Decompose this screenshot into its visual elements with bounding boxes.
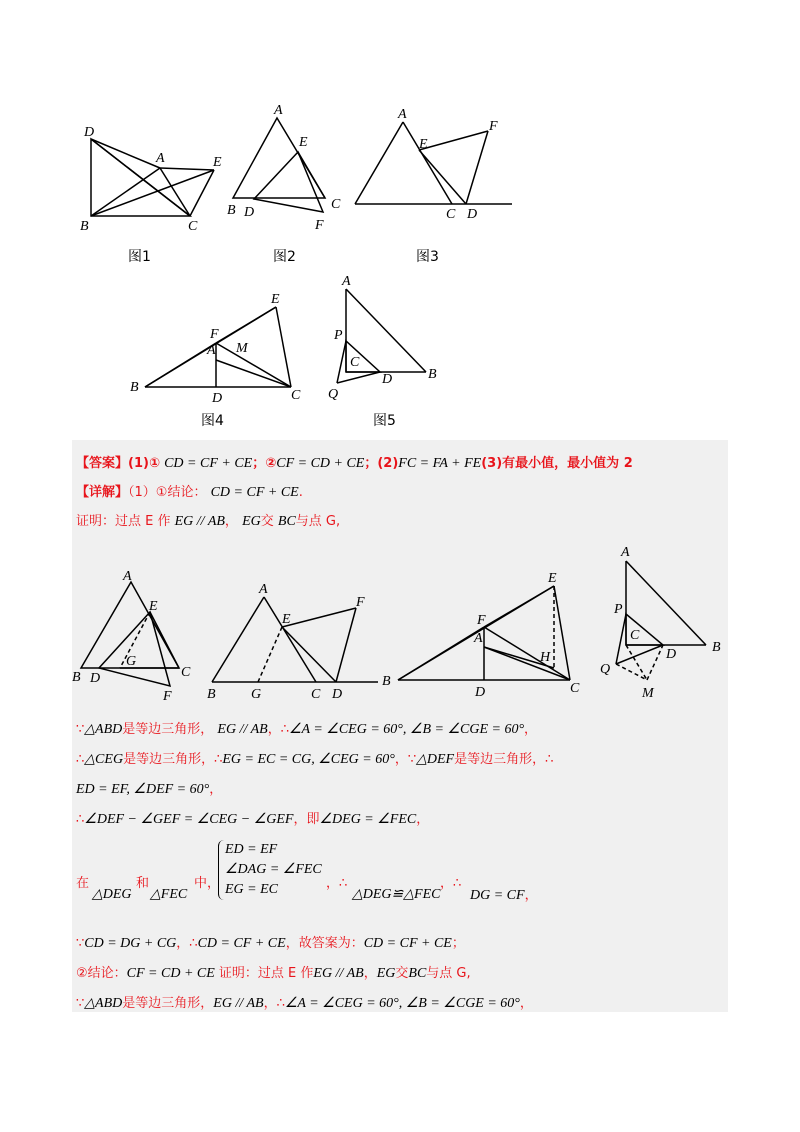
detail-line-6 [76, 808, 429, 828]
fig3-label-A: A [398, 107, 407, 122]
s1-label-B: B [72, 670, 81, 685]
d-l4-eq2: EG = EC = CG, ∠CEG = 60° [222, 752, 395, 767]
fig4-label-F: F [210, 327, 219, 342]
d-l9-d: 交 [395, 966, 409, 981]
fig2-label-F: F [315, 218, 324, 233]
s1-label-C: C [181, 665, 191, 680]
d-l8-c: ，故答案为： [285, 936, 364, 951]
d-l3-a: ∵ [76, 722, 85, 737]
fig2-label-D: D [244, 205, 255, 220]
s4-label-A: A [621, 545, 630, 560]
d-l6-eq1: ∠DEF − ∠GEF = ∠CEG − ∠GEF [84, 812, 294, 827]
fig3-label-D: D [467, 207, 478, 222]
answer-part1: (1)① [128, 456, 160, 471]
fig3-label-C: C [446, 207, 456, 222]
d-l10-b: 是等边三角形， [122, 996, 214, 1011]
sys-eq-3: EG = EC [225, 882, 278, 897]
fig1-label-E: E [213, 155, 222, 170]
d-l3-c: ，∴ [267, 722, 289, 737]
s1-label-E: E [149, 599, 158, 614]
s2-label-B: B [207, 687, 216, 702]
s2-label-E: E [282, 612, 291, 627]
d-l2-c: 交 [260, 514, 274, 529]
d-l7-b: 和 [136, 876, 150, 891]
equation-system [218, 840, 322, 900]
fig1-label-A: A [156, 151, 165, 166]
s2-label-G: G [251, 687, 262, 702]
answer-eq1: CD = CF + CE [164, 456, 253, 471]
fig5-label-Q: Q [328, 387, 339, 402]
detail-line-1: 【详解】（1）①结论： CD = CF + CE. [76, 485, 303, 500]
answer-part4: (3)有最小值，最小值为 2 [481, 456, 633, 471]
detail-line-7h [440, 872, 461, 891]
d-l9-eq1: CF = CD + CE [126, 966, 215, 981]
d-l8-eq3: CD = CF + CE [363, 936, 452, 951]
d-l7-e: ，∴ [440, 876, 462, 891]
d-l7-eq1: △DEG [92, 887, 132, 902]
answer-eq3: FC = FA + FE [398, 456, 482, 471]
detail-l1-eq: CD = CF + CE [210, 485, 299, 500]
d-l2-b: ， [224, 514, 238, 529]
answer-eq2: CF = CD + CE [276, 456, 365, 471]
d-l9-c: ， [363, 966, 377, 981]
fig2-label-B: B [227, 203, 236, 218]
caption-fig5: 图5 [373, 413, 396, 429]
d-l4-eq3: △DEF [416, 752, 455, 767]
d-l2-eq3: BC [277, 514, 296, 529]
fig2-label-C: C [331, 197, 341, 212]
s4-label-M: M [642, 686, 654, 701]
d-l10-eq1: △ABD [84, 996, 123, 1011]
fig5-label-P: P [334, 328, 343, 343]
fig4-label-E: E [271, 292, 280, 307]
d-l8-eq2: CD = CF + CE [197, 936, 286, 951]
d-l10-eq2: EG // AB [213, 996, 264, 1011]
s4-label-B: B [712, 640, 721, 655]
detail-line-7i [470, 884, 538, 904]
detail-line-10 [76, 992, 533, 1012]
d-l10-d: ， [519, 996, 533, 1011]
s1-label-D: D [90, 671, 101, 686]
s2-label-A: A [259, 582, 268, 597]
fig2-label-E: E [299, 135, 308, 150]
s3-label-C: C [570, 681, 580, 696]
caption-fig1: 图1 [128, 249, 151, 265]
d-l7-eq3: △DEG≌△FEC [352, 887, 441, 902]
fig3-label-E: E [419, 137, 428, 152]
s4-label-Q: Q [600, 662, 611, 677]
d-l2-eq2: EG [242, 514, 261, 529]
figure-1 [0, 0, 800, 440]
answer-part3: ；(2) [364, 456, 399, 471]
d-l6-a: ∴ [76, 812, 85, 827]
detail-line-7a [76, 872, 89, 891]
d-l4-b: 是等边三角形，∴ [123, 752, 223, 767]
d-l3-eq2: EG // AB [217, 722, 268, 737]
d-l5-eq: ED = EF, ∠DEF = 60° [76, 782, 210, 797]
detail-l1-text: （1）①结论： [128, 485, 207, 500]
d-l7-eq2: △FEC [150, 887, 188, 902]
fig4-label-M: M [236, 341, 248, 356]
s3-label-H: H [540, 650, 551, 665]
s1-label-F: F [163, 689, 172, 704]
fig5-label-B: B [428, 367, 437, 382]
d-l4-eq1: △CEG [84, 752, 124, 767]
detail-line-4 [76, 748, 553, 768]
detail-line-3 [76, 718, 537, 738]
d-l6-b: ，即 [293, 812, 320, 827]
d-l6-eq2: ∠DEG = ∠FEC [319, 812, 417, 827]
d-l4-c: ，∵ [394, 752, 417, 767]
d-l3-b: 是等边三角形， [122, 722, 214, 737]
d-l2-d: 与点 G, [295, 514, 341, 529]
answer-part2: ；② [252, 456, 277, 471]
fig4-label-B: B [130, 380, 139, 395]
detail-line-7d [150, 886, 187, 903]
d-l9-b: 证明：过点 E 作 [218, 966, 314, 981]
solution-figures [0, 540, 800, 710]
d-l8-d: ； [451, 936, 465, 951]
d-l10-c: ，∴ [263, 996, 285, 1011]
d-l7-eq4: DG = CF [470, 888, 525, 903]
s1-label-A: A [123, 569, 132, 584]
fig4-label-A: A [207, 343, 216, 358]
fig1-label-D: D [84, 125, 95, 140]
d-l7-c: 中， [194, 876, 221, 891]
d-l10-a: ∵ [76, 996, 85, 1011]
s3-label-D: D [475, 685, 486, 700]
fig2-label-A: A [274, 103, 283, 118]
s3-label-F: F [477, 613, 486, 628]
answer-tag: 【答案】 [76, 456, 129, 471]
fig3-label-F: F [489, 119, 498, 134]
detail-tag: 【详解】 [76, 485, 129, 500]
fig1-label-C: C [188, 219, 198, 234]
caption-fig4: 图4 [201, 413, 224, 429]
s2-label-C: C [311, 687, 321, 702]
s3-label-B: B [382, 674, 391, 689]
s2-label-D: D [332, 687, 343, 702]
d-l7-d: ，∴ [326, 876, 348, 891]
d-l9-eq3: EG [376, 966, 396, 981]
detail-line-7f [326, 872, 347, 891]
fig1-label-B: B [80, 219, 89, 234]
fig5-label-C: C [350, 355, 360, 370]
detail-line-7g [352, 886, 440, 903]
d-l10-eq3: ∠A = ∠CEG = 60°, ∠B = ∠CGE = 60° [284, 996, 520, 1011]
detail-line-7b [92, 886, 132, 903]
d-l7-f: ， [524, 888, 538, 903]
fig4-label-D: D [212, 391, 223, 406]
d-l8-eq1: CD = DG + CG [84, 936, 177, 951]
s3-label-A: A [474, 631, 483, 646]
d-l6-c: ， [416, 812, 430, 827]
fig5-label-D: D [382, 372, 393, 387]
d-l8-b: ，∴ [176, 936, 198, 951]
d-l3-d: ， [524, 722, 538, 737]
d-l9-eq4: BC [408, 966, 427, 981]
detail-line-8 [76, 932, 465, 952]
detail-line-7e [194, 872, 220, 891]
answer-line [76, 452, 633, 472]
d-l9-e: 与点 G, [426, 966, 471, 981]
fig5-label-A: A [342, 274, 351, 289]
caption-fig2: 图2 [273, 249, 296, 265]
d-l2-eq1: EG // AB [174, 514, 225, 529]
s3-label-E: E [548, 571, 557, 586]
d-l4-a: ∴ [76, 752, 85, 767]
sys-eq-2: ∠DAG = ∠FEC [225, 862, 322, 877]
d-l3-eq1: △ABD [84, 722, 123, 737]
s1-label-G: G [126, 654, 137, 669]
d-l5-b: ， [209, 782, 223, 797]
d-l9-a: ②结论： [76, 966, 127, 981]
sys-eq-1: ED = EF [225, 842, 278, 857]
d-l2-a: 证明：过点 E 作 [76, 514, 171, 529]
s4-label-P: P [614, 602, 623, 617]
d-l8-a: ∵ [76, 936, 85, 951]
detail-line-5 [76, 778, 222, 798]
caption-fig3: 图3 [416, 249, 439, 265]
d-l9-eq2: EG // AB [313, 966, 364, 981]
fig4-label-C: C [291, 388, 301, 403]
detail-line-2 [76, 510, 340, 530]
detail-line-7c [136, 872, 149, 891]
d-l4-d: 是等边三角形，∴ [454, 752, 554, 767]
detail-line-9 [76, 962, 471, 982]
s4-label-C: C [630, 628, 640, 643]
s2-label-F: F [356, 595, 365, 610]
d-l7-a: 在 [76, 876, 90, 891]
d-l3-eq3: ∠A = ∠CEG = 60°, ∠B = ∠CGE = 60° [289, 722, 525, 737]
s4-label-D: D [666, 647, 677, 662]
